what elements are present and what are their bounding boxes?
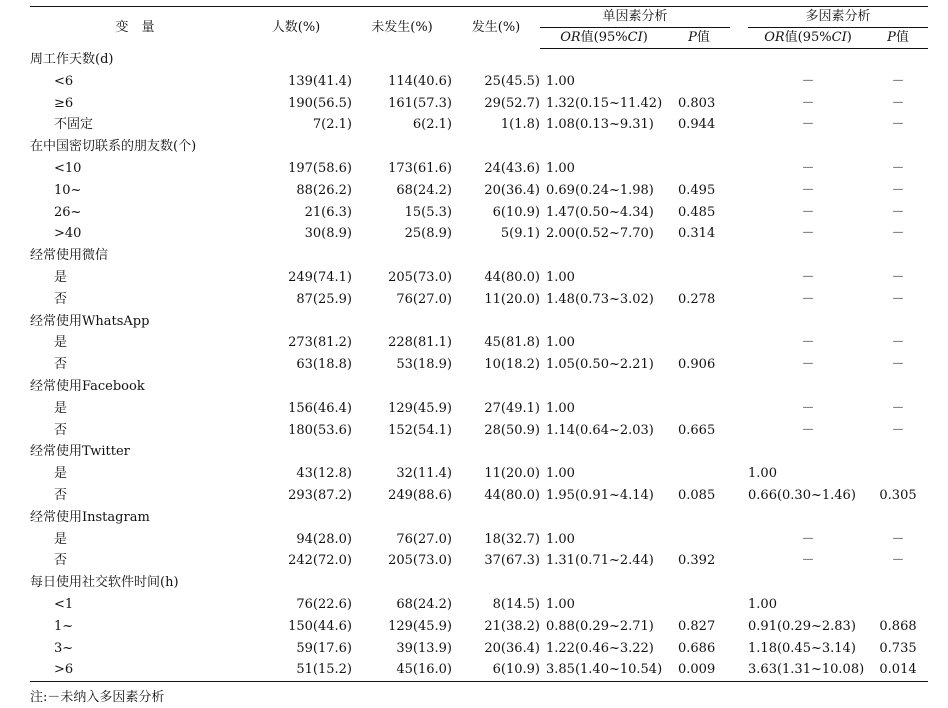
cell-or-univariate: 1.14(0.64~2.03) bbox=[546, 422, 654, 438]
header-univariate: 单因素分析 bbox=[540, 7, 730, 28]
group-header-row bbox=[30, 376, 928, 398]
cell-p-multivariate: － bbox=[891, 269, 905, 285]
cell-count: 59(17.6) bbox=[296, 640, 352, 656]
row-label: 1~ bbox=[54, 618, 74, 634]
cell-not-occurred: 76(27.0) bbox=[396, 291, 452, 307]
cell-occurred: 20(36.4) bbox=[484, 640, 540, 656]
cell-not-occurred: 15(5.3) bbox=[404, 204, 452, 220]
group-title: 经常使用Facebook bbox=[30, 378, 145, 394]
cell-or-multivariate: － bbox=[801, 160, 815, 176]
cell-p-multivariate: － bbox=[891, 204, 905, 220]
group-header-row bbox=[30, 136, 928, 158]
cell-or-multivariate: － bbox=[801, 269, 815, 285]
cell-p-univariate bbox=[668, 158, 730, 180]
row-label: >40 bbox=[54, 226, 82, 242]
table-body bbox=[30, 49, 928, 682]
regression-table bbox=[30, 6, 928, 682]
group-header-row bbox=[30, 49, 928, 71]
table-row bbox=[30, 223, 928, 245]
header-p-multivariate: P值 bbox=[868, 28, 928, 49]
group-title: 经常使用Twitter bbox=[30, 444, 130, 460]
cell-not-occurred: 228(81.1) bbox=[388, 335, 452, 351]
table-row bbox=[30, 289, 928, 311]
cell-or-univariate: 1.00 bbox=[546, 400, 575, 416]
cell-or-univariate: 1.00 bbox=[546, 466, 575, 482]
table-row bbox=[30, 332, 928, 354]
cell-p-multivariate: － bbox=[891, 531, 905, 547]
cell-count: 51(15.2) bbox=[240, 659, 352, 681]
row-label: 10~ bbox=[54, 182, 82, 198]
cell-or-univariate: 2.00(0.52~7.70) bbox=[546, 226, 654, 242]
cell-or-multivariate: － bbox=[801, 531, 815, 547]
row-label: 否 bbox=[54, 291, 68, 307]
table-row bbox=[30, 550, 928, 572]
table-row bbox=[30, 594, 928, 616]
cell-p-multivariate bbox=[868, 594, 928, 616]
cell-gap bbox=[730, 158, 748, 180]
cell-not-occurred: 76(27.0) bbox=[396, 531, 452, 547]
table-row bbox=[30, 114, 928, 136]
cell-gap bbox=[730, 638, 748, 660]
cell-or-univariate: 3.85(1.40~10.54) bbox=[540, 659, 668, 681]
cell-not-occurred: 45(16.0) bbox=[352, 659, 452, 681]
cell-or-multivariate: － bbox=[801, 117, 815, 133]
cell-p-univariate: 0.485 bbox=[678, 204, 716, 220]
cell-occurred: 10(18.2) bbox=[484, 357, 540, 373]
cell-p-univariate: 0.009 bbox=[668, 659, 730, 681]
cell-gap bbox=[730, 420, 748, 442]
cell-p-univariate: 0.392 bbox=[678, 553, 716, 569]
table-row bbox=[30, 267, 928, 289]
cell-occurred: 5(9.1) bbox=[500, 226, 540, 242]
cell-p-univariate bbox=[668, 398, 730, 420]
cell-gap bbox=[730, 463, 748, 485]
cell-p-univariate bbox=[668, 463, 730, 485]
cell-occurred: 11(20.0) bbox=[484, 466, 540, 482]
cell-gap bbox=[730, 485, 748, 507]
cell-count: 150(44.6) bbox=[288, 618, 352, 634]
group-title: 周工作天数(d) bbox=[30, 52, 114, 67]
cell-count: 249(74.1) bbox=[288, 269, 352, 285]
group-title: 经常使用Instagram bbox=[30, 509, 150, 525]
header-not-occurred: 未发生(%) bbox=[352, 7, 452, 49]
cell-p-multivariate: － bbox=[891, 226, 905, 242]
cell-occurred: 8(14.5) bbox=[492, 596, 540, 612]
cell-or-univariate: 1.22(0.46~3.22) bbox=[546, 640, 654, 656]
cell-not-occurred: 152(54.1) bbox=[388, 422, 452, 438]
row-label: 是 bbox=[54, 466, 68, 482]
cell-count: 76(22.6) bbox=[296, 596, 352, 612]
cell-count: 242(72.0) bbox=[288, 553, 352, 569]
table-row bbox=[30, 638, 928, 660]
cell-count: 88(26.2) bbox=[296, 182, 352, 198]
cell-gap bbox=[730, 616, 748, 638]
cell-p-multivariate: 0.305 bbox=[879, 487, 917, 503]
row-label: <1 bbox=[54, 596, 74, 612]
cell-count: 180(53.6) bbox=[288, 422, 352, 438]
table-row bbox=[30, 158, 928, 180]
cell-count: 30(8.9) bbox=[304, 226, 352, 242]
cell-gap bbox=[730, 202, 748, 224]
cell-or-univariate: 1.05(0.50~2.21) bbox=[546, 357, 654, 373]
cell-p-univariate: 0.085 bbox=[678, 487, 716, 503]
cell-not-occurred: 68(24.2) bbox=[396, 182, 452, 198]
cell-or-univariate: 1.00 bbox=[546, 596, 575, 612]
row-label: <10 bbox=[54, 160, 82, 176]
cell-p-univariate: 0.314 bbox=[678, 226, 716, 242]
cell-not-occurred: 205(73.0) bbox=[388, 269, 452, 285]
cell-not-occurred: 6(2.1) bbox=[412, 117, 452, 133]
cell-occurred: 25(45.5) bbox=[484, 73, 540, 89]
cell-p-multivariate: － bbox=[891, 73, 905, 89]
cell-or-univariate: 1.32(0.15~11.42) bbox=[546, 95, 663, 111]
cell-gap bbox=[730, 267, 748, 289]
cell-p-multivariate: － bbox=[891, 400, 905, 416]
header-p-univariate: P值 bbox=[668, 28, 730, 49]
group-header-row bbox=[30, 572, 928, 594]
cell-p-univariate: 0.665 bbox=[678, 422, 716, 438]
cell-p-univariate: 0.944 bbox=[678, 117, 716, 133]
cell-p-univariate: 0.827 bbox=[678, 618, 716, 634]
cell-occurred: 24(43.6) bbox=[484, 160, 540, 176]
group-header-row bbox=[30, 245, 928, 267]
row-label: 是 bbox=[54, 335, 68, 351]
header-variable: 变 量 bbox=[30, 7, 240, 49]
cell-or-univariate: 1.00 bbox=[546, 531, 575, 547]
cell-gap bbox=[730, 550, 748, 572]
row-label: 否 bbox=[54, 422, 68, 438]
cell-not-occurred: 53(18.9) bbox=[396, 357, 452, 373]
cell-not-occurred: 205(73.0) bbox=[388, 553, 452, 569]
cell-occurred: 28(50.9) bbox=[484, 422, 540, 438]
cell-p-multivariate bbox=[868, 463, 928, 485]
group-title: 每日使用社交软件时间(h) bbox=[30, 575, 179, 591]
row-label: 否 bbox=[54, 357, 68, 373]
cell-not-occurred: 32(11.4) bbox=[396, 466, 452, 482]
cell-occurred: 20(36.4) bbox=[484, 182, 540, 198]
cell-or-multivariate: 1.18(0.45~3.14) bbox=[748, 640, 856, 656]
cell-p-multivariate: － bbox=[891, 160, 905, 176]
cell-p-multivariate: － bbox=[891, 182, 905, 198]
header-gap bbox=[730, 7, 748, 28]
cell-or-multivariate: － bbox=[801, 226, 815, 242]
row-label: 26~ bbox=[54, 204, 82, 220]
header-gap-2 bbox=[730, 28, 748, 49]
row-label: >6 bbox=[30, 659, 240, 681]
cell-p-univariate: 0.906 bbox=[678, 357, 716, 373]
cell-or-univariate: 1.95(0.91~4.14) bbox=[546, 487, 654, 503]
cell-or-univariate: 1.00 bbox=[546, 335, 575, 351]
cell-or-multivariate: － bbox=[801, 335, 815, 351]
cell-not-occurred: 114(40.6) bbox=[388, 73, 452, 89]
cell-or-multivariate: － bbox=[801, 291, 815, 307]
table-row bbox=[30, 93, 928, 115]
row-label: 否 bbox=[54, 553, 68, 569]
cell-or-multivariate: － bbox=[801, 357, 815, 373]
cell-or-multivariate: － bbox=[801, 95, 815, 111]
table-row bbox=[30, 463, 928, 485]
cell-p-multivariate: － bbox=[891, 422, 905, 438]
cell-p-multivariate: － bbox=[891, 117, 905, 133]
group-header-row bbox=[30, 311, 928, 333]
cell-p-univariate: 0.803 bbox=[678, 95, 716, 111]
cell-not-occurred: 39(13.9) bbox=[396, 640, 452, 656]
row-label: 否 bbox=[54, 487, 68, 503]
row-label: 3~ bbox=[54, 640, 74, 656]
table-row bbox=[30, 616, 928, 638]
cell-not-occurred: 25(8.9) bbox=[404, 226, 452, 242]
row-label: 是 bbox=[54, 269, 68, 285]
cell-count: 43(12.8) bbox=[296, 466, 352, 482]
cell-occurred: 44(80.0) bbox=[484, 487, 540, 503]
cell-p-univariate: 0.495 bbox=[678, 182, 716, 198]
row-label: 不固定 bbox=[54, 117, 94, 133]
cell-count: 87(25.9) bbox=[296, 291, 352, 307]
cell-or-multivariate: 1.00 bbox=[748, 596, 777, 612]
row-label: 是 bbox=[54, 531, 68, 547]
cell-or-univariate: 1.31(0.71~2.44) bbox=[546, 553, 654, 569]
table-row bbox=[30, 529, 928, 551]
cell-gap bbox=[730, 114, 748, 136]
cell-p-univariate bbox=[668, 71, 730, 93]
cell-gap bbox=[730, 71, 748, 93]
table-footnote: 注:－未纳入多因素分析 bbox=[30, 690, 165, 705]
table-row bbox=[30, 71, 928, 93]
cell-or-univariate: 0.88(0.29~2.71) bbox=[546, 618, 654, 634]
cell-p-multivariate: － bbox=[891, 335, 905, 351]
cell-count: 21(6.3) bbox=[304, 204, 352, 220]
cell-gap bbox=[730, 180, 748, 202]
table-row bbox=[30, 485, 928, 507]
cell-p-univariate bbox=[668, 332, 730, 354]
cell-gap bbox=[730, 289, 748, 311]
cell-gap bbox=[730, 332, 748, 354]
cell-occurred: 1(1.8) bbox=[500, 117, 540, 133]
cell-or-univariate: 1.00 bbox=[546, 160, 575, 176]
header-count: 人数(%) bbox=[240, 7, 352, 49]
cell-p-multivariate: － bbox=[891, 95, 905, 111]
cell-gap bbox=[730, 659, 748, 681]
cell-or-multivariate: 1.00 bbox=[748, 466, 777, 482]
cell-p-univariate bbox=[668, 529, 730, 551]
cell-occurred: 37(67.3) bbox=[484, 553, 540, 569]
cell-or-multivariate: 3.63(1.31~10.08) bbox=[748, 659, 868, 681]
cell-not-occurred: 129(45.9) bbox=[388, 618, 452, 634]
cell-or-univariate: 1.47(0.50~4.34) bbox=[546, 204, 654, 220]
cell-or-multivariate: 0.66(0.30~1.46) bbox=[748, 487, 856, 503]
cell-gap bbox=[730, 223, 748, 245]
cell-count: 190(56.5) bbox=[288, 95, 352, 111]
cell-not-occurred: 68(24.2) bbox=[396, 596, 452, 612]
cell-p-multivariate: － bbox=[891, 553, 905, 569]
cell-or-multivariate: － bbox=[801, 400, 815, 416]
cell-count: 94(28.0) bbox=[296, 531, 352, 547]
cell-occurred: 11(20.0) bbox=[484, 291, 540, 307]
group-title: 在中国密切联系的朋友数(个) bbox=[30, 139, 197, 155]
row-label: 是 bbox=[54, 400, 68, 416]
table-row bbox=[30, 180, 928, 202]
cell-occurred: 29(52.7) bbox=[484, 95, 540, 111]
cell-occurred: 6(10.9) bbox=[452, 659, 540, 681]
header-or-ci-univariate: OR值(95%CI) bbox=[540, 28, 668, 49]
header-or-ci-multivariate: OR值(95%CI) bbox=[748, 28, 868, 49]
cell-or-multivariate: － bbox=[801, 73, 815, 89]
cell-count: 293(87.2) bbox=[288, 487, 352, 503]
cell-p-univariate bbox=[668, 594, 730, 616]
table-row bbox=[30, 354, 928, 376]
cell-gap bbox=[730, 529, 748, 551]
cell-gap bbox=[730, 354, 748, 376]
header-occurred: 发生(%) bbox=[452, 7, 540, 49]
cell-or-multivariate: － bbox=[801, 204, 815, 220]
row-label: <6 bbox=[54, 73, 74, 89]
cell-p-univariate: 0.686 bbox=[678, 640, 716, 656]
cell-count: 7(2.1) bbox=[312, 117, 352, 133]
cell-occurred: 27(49.1) bbox=[484, 400, 540, 416]
cell-p-univariate bbox=[668, 267, 730, 289]
cell-count: 63(18.8) bbox=[296, 357, 352, 373]
cell-count: 156(46.4) bbox=[288, 400, 352, 416]
cell-count: 197(58.6) bbox=[288, 160, 352, 176]
cell-gap bbox=[730, 594, 748, 616]
row-label: ≥6 bbox=[54, 95, 74, 111]
cell-gap bbox=[730, 93, 748, 115]
cell-p-multivariate: － bbox=[891, 357, 905, 373]
cell-or-univariate: 1.00 bbox=[546, 73, 575, 89]
group-header-row bbox=[30, 441, 928, 463]
cell-occurred: 44(80.0) bbox=[484, 269, 540, 285]
table-row bbox=[30, 659, 928, 681]
cell-occurred: 6(10.9) bbox=[492, 204, 540, 220]
cell-or-univariate: 1.00 bbox=[546, 269, 575, 285]
cell-occurred: 18(32.7) bbox=[484, 531, 540, 547]
group-title: 经常使用微信 bbox=[30, 248, 109, 264]
cell-occurred: 21(38.2) bbox=[484, 618, 540, 634]
cell-occurred: 45(81.8) bbox=[484, 335, 540, 351]
cell-p-multivariate: － bbox=[891, 291, 905, 307]
cell-not-occurred: 249(88.6) bbox=[388, 487, 452, 503]
group-header-row bbox=[30, 507, 928, 529]
cell-count: 273(81.2) bbox=[288, 335, 352, 351]
cell-not-occurred: 161(57.3) bbox=[388, 95, 452, 111]
cell-gap bbox=[730, 398, 748, 420]
cell-or-univariate: 1.48(0.73~3.02) bbox=[546, 291, 654, 307]
cell-not-occurred: 129(45.9) bbox=[388, 400, 452, 416]
header-multivariate: 多因素分析 bbox=[748, 7, 928, 28]
table-row bbox=[30, 420, 928, 442]
cell-or-multivariate: 0.91(0.29~2.83) bbox=[748, 618, 856, 634]
cell-or-univariate: 0.69(0.24~1.98) bbox=[546, 182, 654, 198]
table-row bbox=[30, 202, 928, 224]
cell-p-multivariate: 0.014 bbox=[868, 659, 928, 681]
cell-count: 139(41.4) bbox=[288, 73, 352, 89]
cell-not-occurred: 173(61.6) bbox=[388, 160, 452, 176]
cell-p-univariate: 0.278 bbox=[678, 291, 716, 307]
cell-or-univariate: 1.08(0.13~9.31) bbox=[546, 117, 654, 133]
cell-p-multivariate: 0.735 bbox=[879, 640, 917, 656]
cell-or-multivariate: － bbox=[801, 182, 815, 198]
cell-p-multivariate: 0.868 bbox=[879, 618, 917, 634]
cell-or-multivariate: － bbox=[801, 553, 815, 569]
table-row bbox=[30, 398, 928, 420]
cell-or-multivariate: － bbox=[801, 422, 815, 438]
group-title: 经常使用WhatsApp bbox=[30, 313, 150, 329]
